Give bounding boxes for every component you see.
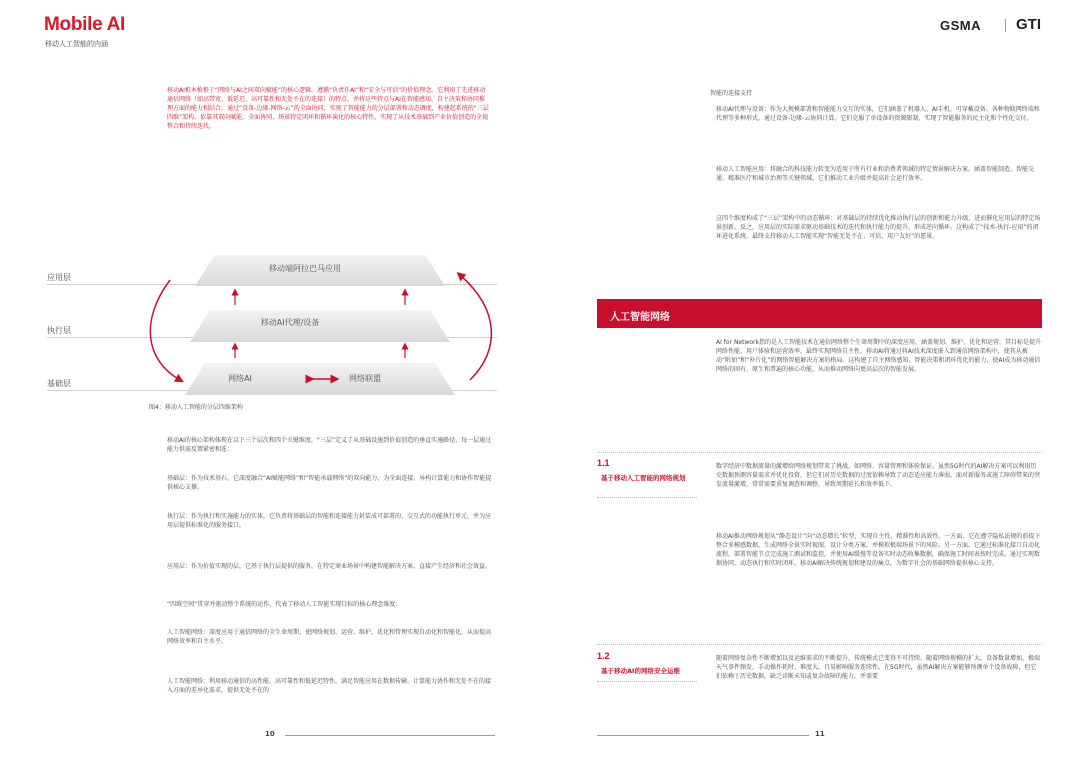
layer-label-app: 应用层 xyxy=(47,273,71,282)
execution-layer-paragraph: 执行层：作为执行和实施能力的实体，它负责将基础层的智能和连接能力封装成可部署的、交互式的功能执行单元，并为应用层提供标准化的服务接口。 xyxy=(167,513,492,529)
intro-paragraph: 移动AI根本植根于“网络与AI之间双向赋能”的核心逻辑，遵循“负责任AI”和“安全与可信”的价值理念。它利用了先进移动通信网络（如高带宽、低延迟、高可靠性和无处不在的连接）的特点，并将这些特点与AI在智能感知、自主决策和协同推理方面的能力相结合。通过“设备-边缘-网络-云”的全面协同，实现了智能能力的分层部署和动态调度，构建起系统的“三层四维”架构。依靠其双向赋能、全面协同、场景特定闭环和循环演化的核心特性，实现了从技术基础到产业价值创造的全视整合和持续迭代。 xyxy=(167,87,489,130)
planning-challenges-paragraph: 数字经济中数据流量的激增给网络规划带来了挑战，如网络、容量管理和体验保证。虽然5G时代的AI解决方案可以利用历史数据预测容量需求并优化投资，但它们对历史数据的过度依赖导致了动态适应能力薄弱，面对新服务或施工障碍带来的突发流量激增，常常需要重复调查和调整，导致周期延长和效率低下。 xyxy=(716,463,1041,488)
section-divider xyxy=(597,497,697,498)
section-title: 人工智能网络 xyxy=(610,312,670,323)
operations-paragraph: 随着网络复杂性不断增加以及运维需求的不断提升，传统模式已变得不可持续。随着网络规模的扩大，设备数量增加，极端天气事件频发，手动操作耗时、难度大，且易影响服务连续性。在5G时代，虽然AI解决方案能够预测单个设备故障，但它们依赖于历史数据，缺乏诊断未知或复杂故障的能力，并需要 xyxy=(716,655,1041,680)
section-heading-1-1: 基于移动人工智能的网络规划 xyxy=(601,474,686,482)
dynamic-cycle-paragraph: 这四个维度构成了“三层”架构中的动态循环：对基础层的持续优化推动执行层的创新和能力升级，进而催化应用层的特定场景创新。反之，应用层的实际需求驱动基础技术的迭代和执行能力的提升，形成逆向循环。这构成了“技术-执行-应用”的闭环进化系统，最终支持移动人工智能实现“智能无处不在、可信、用户友好”的愿景。 xyxy=(716,215,1041,240)
network-alliance-box: 网络联盟 xyxy=(349,374,381,383)
footer-rule xyxy=(285,735,495,736)
ai-network-paragraph: 人工智能网络：深度应用于通信网络的全生命周期，使网络规划、运营、维护、优化和管理实现自动化和智能化，从而提高网络效率和自主水平。 xyxy=(167,629,492,645)
figure-caption: 图4：移动人工智能的分层四维架构 xyxy=(149,404,243,411)
header-subtitle: 移动人工智能的内涵 xyxy=(45,40,108,48)
section-divider xyxy=(597,644,1042,645)
mobile-ai-logo: Mobile AI xyxy=(44,14,126,35)
section-divider xyxy=(597,452,1042,453)
connectivity-heading: 智能的连接支持 xyxy=(710,90,753,97)
section-number-1-1: 1.1 xyxy=(597,458,610,468)
agents-devices-paragraph: 移动AI代理与设备：作为大规模部署和智能能力交互的实体，它们涵盖了机器人、AI手机、可穿戴设备、各种物联网终端和代理等多种形式。通过设备-边缘-云协同计算，它们克服了单设备的资源限制，实现了智能服务的民主化和个性化交付。 xyxy=(716,106,1040,122)
application-layer-paragraph: 应用层：作为价值实现的层，它基于执行层提供的服务，在特定商业场景中构建智能解决方案，直接产生经济和社会效益。 xyxy=(167,563,492,570)
gti-logo: GTI xyxy=(1016,16,1041,33)
section-number-1-2: 1.2 xyxy=(597,651,610,661)
layer-label-exec: 执行层 xyxy=(47,326,71,335)
exec-layer-box: 移动AI代理/设备 xyxy=(260,318,320,327)
architecture-paragraph: 移动AI的核心架构体现在以下三个层次和四个关键维度。“三层”定义了从基础设施到价值创造的垂直实施路径，每一层通过能力供需反馈紧密相连： xyxy=(167,437,492,453)
section-heading-1-2: 基于移动AI的网络安全运维 xyxy=(601,667,680,675)
network-ai-box: 网络AI xyxy=(228,374,252,383)
footer-rule xyxy=(597,735,809,736)
app-layer-box: 移动端阿拉巴马应用 xyxy=(269,264,341,273)
section-divider xyxy=(597,681,697,682)
ai-applications-paragraph: 移动人工智能应用：将融合的科技能力转变为适用于所有行业和消费者领域的特定情景解决方案。涵盖智能制造、智能交通、精准医疗和城市治理等关键领域，它们推动工业升级并提高社会运行效率。 xyxy=(716,166,1035,182)
page-number-left: 10 xyxy=(265,730,275,738)
logo-divider xyxy=(1005,19,1006,32)
gsma-logo: GSMA xyxy=(940,18,981,33)
four-dimensions-paragraph: “四维空间”贯穿并驱动整个系统的运作，代表了移动人工智能实现目标的核心理念维度： xyxy=(167,601,402,608)
page-number-right: 11 xyxy=(815,730,825,738)
ai-for-network-paragraph: AI for Network指的是人工智能技术在通信网络整个生命周期中的深度应用，涵盖规划、维护、优化和运营。其目标是提升网络性能、用户体验和运营效率，最终实现网络自主性。移动AI将通过将AI技术深度嵌入到通信网络架构中，使其从被动“附加”和“补片化”的网络智能解决方案的格局。这构建了自主网络感知、智能决策和闭环优化的能力，使AI成为移动通信网络的固有、原生和普遍的核心功能，从而推动网络向更高层次的智能发展。 xyxy=(716,339,1041,373)
foundation-layer-paragraph: 基础层：作为技术基石，它深度融合“AI赋能网络”和“智能承载网络”的双向能力，为全面连接、异构计算能力和协作智能提供核心支撑。 xyxy=(167,475,492,491)
planning-solution-paragraph: 移动AI推动网络规划从“静态设计”向“动态增长”转型，实现自主性、精准性和高效性。一方面，它在遵守隐私法规的前提下整合多模感数据，生成网络全景实时视图，设计分类方案，并模拟极端场景下的风险。另一方面，它通过标准化接口自动化流程，部署智能节点完成施工测试和监控，并使用AI缓慢等设备实时动态收集数据，确保施工时间表按时完成。通过实现数据协同、动态执行和实时闭环，移动AI解决传统规划和建设的痛点，为数字社会的基础网络提供核心支持。 xyxy=(716,533,1041,567)
layer-label-base: 基础层 xyxy=(47,379,71,388)
ai-network-paragraph-2: 人工智能网络：利用移动通信的高性能、高可靠性和低延迟特性，满足智能应用在数据传输、计算能力协作和无处不在的接入方面的差异化需求，提供无处不在的 xyxy=(167,678,492,694)
